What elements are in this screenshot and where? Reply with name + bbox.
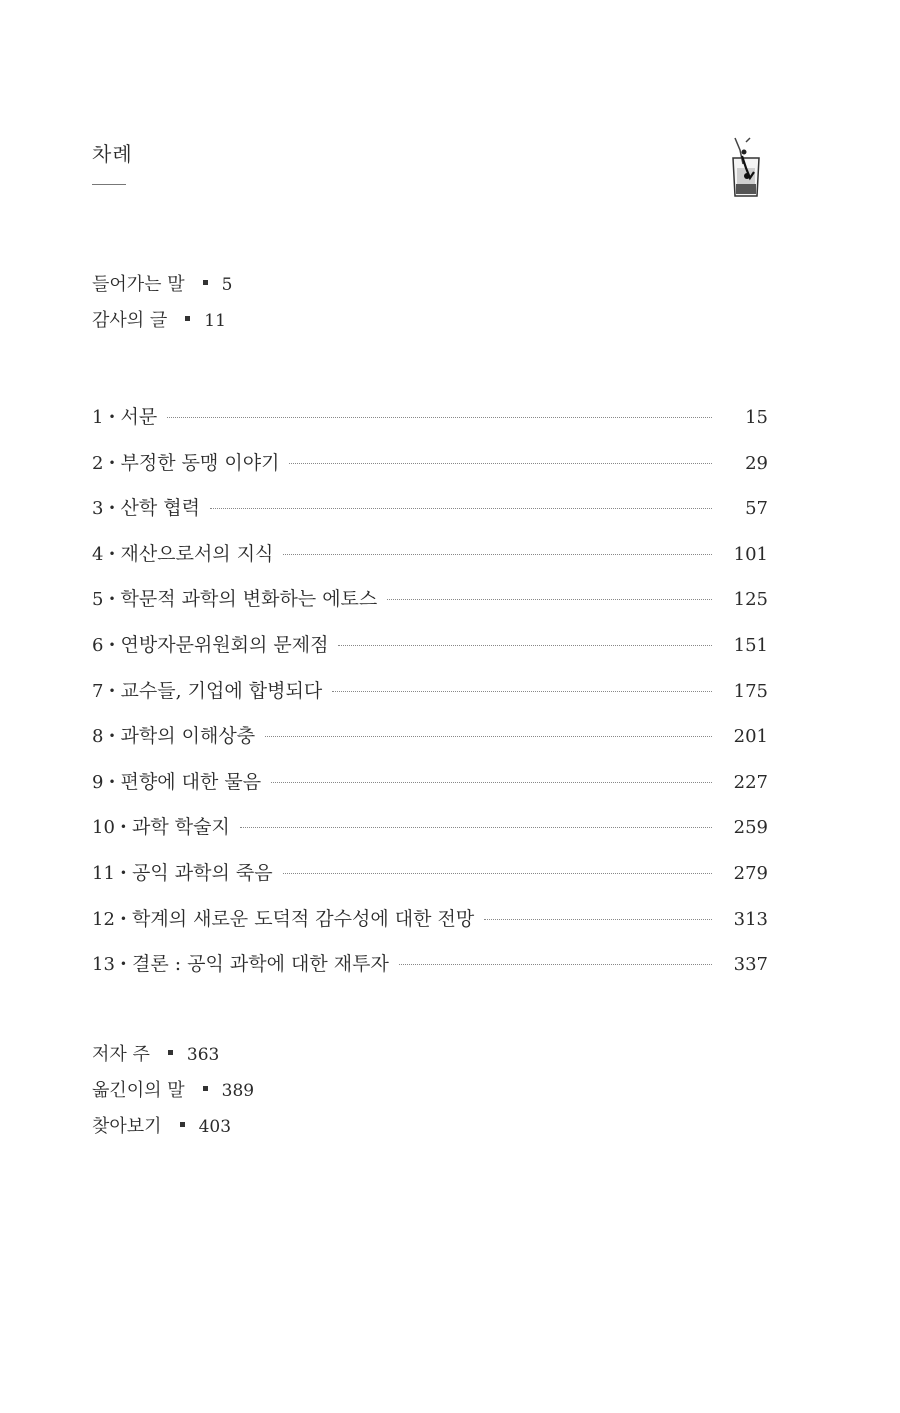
chapter-row[interactable] bbox=[92, 676, 768, 722]
back-matter-list bbox=[92, 1042, 254, 1150]
chapter-row[interactable] bbox=[92, 584, 768, 630]
chapter-title: 과학의 이해상충 bbox=[120, 725, 256, 748]
bullet-icon bbox=[180, 1122, 185, 1127]
dot-leader bbox=[399, 963, 712, 965]
front-matter-page: 11 bbox=[204, 311, 226, 331]
dot-leader bbox=[210, 507, 712, 509]
dot-leader bbox=[338, 644, 712, 646]
chapter-page: 15 bbox=[745, 407, 768, 428]
chapter-title: 교수들, 기업에 합병되다 bbox=[120, 679, 323, 702]
chapter-row[interactable] bbox=[92, 767, 768, 813]
chapter-page: 57 bbox=[745, 498, 768, 520]
chapter-number: 8 bbox=[92, 726, 104, 748]
dot-leader bbox=[484, 918, 712, 920]
dot-leader bbox=[387, 598, 712, 600]
bullet-icon bbox=[203, 1086, 208, 1091]
dot-leader bbox=[240, 826, 712, 828]
chapter-title: 서문 bbox=[120, 406, 158, 428]
chapter-title: 부정한 동맹 이야기 bbox=[120, 451, 280, 474]
back-matter-page: 403 bbox=[198, 1117, 232, 1137]
chapter-list bbox=[92, 402, 768, 995]
glass-with-figure-icon bbox=[728, 134, 764, 200]
chapter-row[interactable] bbox=[92, 949, 768, 995]
chapter-number: 2 bbox=[92, 452, 104, 474]
back-matter-label: 옮긴이의 말 bbox=[92, 1080, 185, 1101]
dot-leader bbox=[167, 416, 712, 418]
chapter-page: 259 bbox=[733, 817, 768, 839]
back-matter-item[interactable] bbox=[92, 1078, 254, 1114]
chapter-row[interactable] bbox=[92, 493, 768, 539]
dot-leader bbox=[289, 462, 712, 464]
chapter-page: 201 bbox=[733, 726, 768, 748]
chapter-page: 175 bbox=[733, 680, 768, 702]
chapter-separator: • bbox=[108, 637, 116, 652]
chapter-separator: • bbox=[108, 410, 116, 424]
front-matter-label: 들어가는 말 bbox=[92, 274, 185, 295]
chapter-number: 5 bbox=[92, 589, 104, 611]
chapter-row[interactable] bbox=[92, 448, 768, 494]
chapter-separator: • bbox=[108, 455, 116, 470]
chapter-page: 125 bbox=[733, 589, 768, 611]
back-matter-item[interactable] bbox=[92, 1042, 254, 1078]
title-rule bbox=[92, 184, 126, 185]
chapter-number: 10 bbox=[92, 817, 115, 839]
dot-leader bbox=[271, 781, 712, 783]
chapter-row[interactable] bbox=[92, 539, 768, 585]
chapter-separator: • bbox=[108, 729, 116, 744]
bullet-icon bbox=[203, 280, 208, 285]
chapter-title: 학계의 새로운 도덕적 감수성에 대한 전망 bbox=[131, 907, 475, 930]
chapter-number: 12 bbox=[92, 908, 115, 930]
chapter-separator: • bbox=[119, 957, 127, 972]
front-matter-item[interactable] bbox=[92, 272, 233, 308]
chapter-title: 재산으로서의 지식 bbox=[120, 542, 274, 565]
chapter-number: 7 bbox=[92, 680, 104, 702]
bullet-icon bbox=[185, 316, 190, 321]
front-matter-list bbox=[92, 272, 233, 344]
back-matter-page: 363 bbox=[186, 1045, 220, 1065]
chapter-row[interactable] bbox=[92, 721, 768, 767]
chapter-number: 9 bbox=[92, 771, 104, 793]
dot-leader bbox=[283, 872, 712, 874]
chapter-title: 편향에 대한 물음 bbox=[120, 770, 262, 793]
chapter-title: 공익 과학의 죽음 bbox=[131, 861, 273, 884]
chapter-page: 227 bbox=[733, 771, 768, 793]
dot-leader bbox=[265, 735, 712, 737]
chapter-separator: • bbox=[108, 774, 116, 789]
chapter-page: 151 bbox=[733, 634, 768, 656]
chapter-separator: • bbox=[119, 911, 127, 926]
chapter-number: 11 bbox=[92, 862, 115, 884]
page-title: 차례 bbox=[92, 142, 133, 166]
chapter-title: 학문적 과학의 변화하는 에토스 bbox=[120, 588, 378, 611]
chapter-number: 3 bbox=[92, 498, 104, 520]
front-matter-item[interactable] bbox=[92, 308, 233, 344]
chapter-row[interactable] bbox=[92, 402, 768, 448]
back-matter-label: 찾아보기 bbox=[92, 1116, 162, 1137]
dot-leader bbox=[332, 690, 712, 692]
chapter-number: 13 bbox=[92, 954, 115, 976]
chapter-page: 337 bbox=[733, 954, 768, 976]
chapter-row[interactable] bbox=[92, 904, 768, 950]
chapter-page: 101 bbox=[733, 543, 768, 565]
chapter-row[interactable] bbox=[92, 630, 768, 676]
chapter-page: 279 bbox=[733, 862, 768, 884]
chapter-number: 6 bbox=[92, 634, 104, 656]
back-matter-label: 저자 주 bbox=[92, 1044, 150, 1065]
front-matter-page: 5 bbox=[221, 275, 233, 295]
chapter-number: 4 bbox=[92, 543, 104, 565]
bullet-icon bbox=[168, 1050, 173, 1055]
chapter-separator: • bbox=[119, 820, 127, 835]
front-matter-label: 감사의 글 bbox=[92, 310, 168, 331]
chapter-separator: • bbox=[119, 865, 127, 880]
chapter-title: 연방자문위원회의 문제점 bbox=[120, 633, 329, 656]
chapter-title: 산학 협력 bbox=[120, 497, 200, 520]
chapter-separator: • bbox=[108, 683, 116, 698]
chapter-separator: • bbox=[108, 501, 116, 516]
chapter-number: 1 bbox=[92, 407, 104, 428]
chapter-page: 29 bbox=[745, 452, 768, 474]
chapter-title: 결론 : 공익 과학에 대한 재투자 bbox=[131, 953, 389, 976]
back-matter-page: 389 bbox=[221, 1081, 255, 1101]
back-matter-item[interactable] bbox=[92, 1114, 254, 1150]
chapter-row[interactable] bbox=[92, 858, 768, 904]
chapter-title: 과학 학술지 bbox=[131, 816, 230, 839]
chapter-row[interactable] bbox=[92, 812, 768, 858]
chapter-separator: • bbox=[108, 592, 116, 607]
dot-leader bbox=[283, 553, 712, 555]
chapter-page: 313 bbox=[733, 908, 768, 930]
chapter-separator: • bbox=[108, 546, 116, 561]
